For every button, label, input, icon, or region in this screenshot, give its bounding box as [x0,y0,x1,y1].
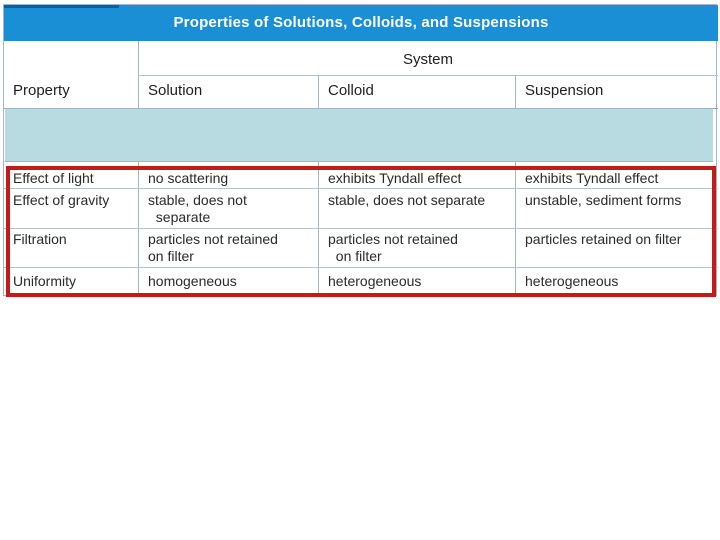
title-band [4,5,718,41]
cell-light-colloid: exhibits Tyndall effect [328,170,462,186]
cell-filtration-solution: particles not retained on filter [148,231,278,264]
cell-light-solution: no scattering [148,170,229,186]
title-band-accent [4,5,119,8]
cell-gravity-solution: stable, does not separate [148,192,247,225]
group-header-divider [138,75,718,76]
cell-gravity-colloid: stable, does not separate [328,192,486,208]
col-header-property: Property [13,82,70,99]
col-header-suspension: Suspension [525,82,604,99]
cell-uniformity-colloid: heterogeneous [328,273,422,289]
cell-filtration-property: Filtration [13,231,67,247]
cell-uniformity-property: Uniformity [13,273,77,289]
table-title: Properties of Solutions, Colloids, and Suspensions [173,14,549,31]
cell-gravity-property: Effect of gravity [13,192,110,208]
col-header-solution: Solution [148,82,203,99]
group-header-system: System [402,51,453,68]
cell-light-suspension: exhibits Tyndall effect [525,170,659,186]
cell-filtration-colloid: particles not retained on filter [328,231,458,264]
red-annotation-box [6,166,716,297]
highlight-band [5,108,713,162]
cell-gravity-suspension: unstable, sediment forms [525,192,682,208]
cell-filtration-suspension: particles retained on filter [525,231,682,247]
cell-light-property: Effect of light [13,170,94,186]
col-header-colloid: Colloid [328,82,374,99]
cell-uniformity-solution: homogeneous [148,273,237,289]
cell-uniformity-suspension: heterogeneous [525,273,619,289]
